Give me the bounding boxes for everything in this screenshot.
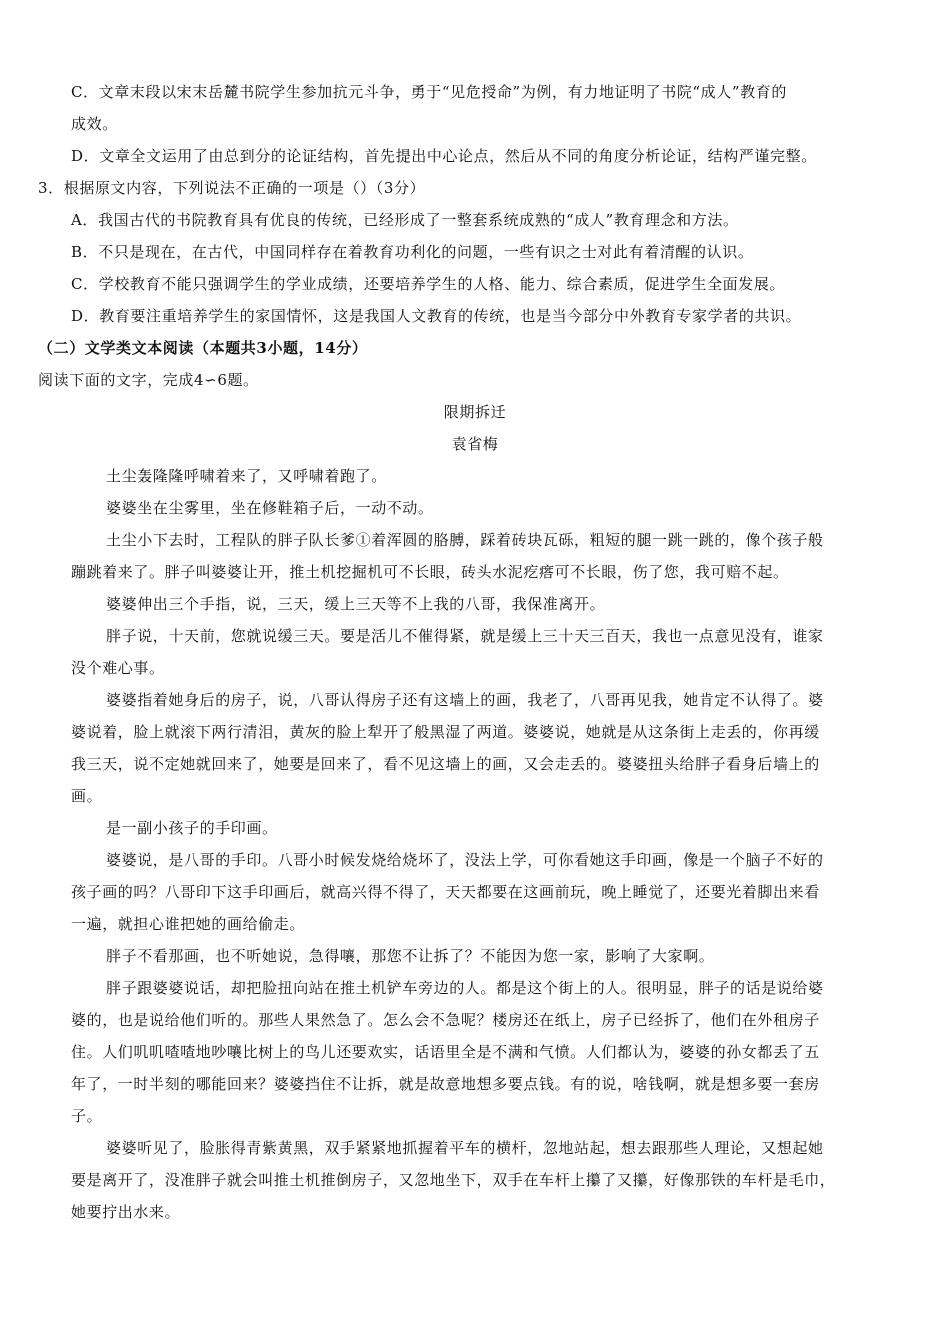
story-line: 她要拧出水来。 xyxy=(71,1203,181,1221)
section-heading: （二）文学类文本阅读（本题共3小题，14分） xyxy=(38,339,368,357)
story-line: 年了，一时半刻的哪能回来？婆婆挡住不让拆，就是故意地想多要点钱。有的说，啥钱啊，就是想多要一套房 xyxy=(71,1075,820,1093)
story-author: 袁省梅 xyxy=(451,435,499,453)
q3-stem: 3．根据原文内容，下列说法不正确的一项是（）（3分） xyxy=(38,179,426,197)
story-line: 一遍，就担心谁把她的画给偷走。 xyxy=(71,915,306,933)
q2-option-c-line1: C．文章末段以宋末岳麓书院学生参加抗元斗争，勇于“见危授命”为例，有力地证明了书院“成人”教育的 xyxy=(71,83,787,101)
story-line: 婆说着，脸上就滚下两行清泪，黄灰的脸上犁开了般黑湿了两道。婆婆说，她就是从这条街上走丢的，你再缓 xyxy=(71,723,820,741)
story-line: 胖子跟婆婆说话，却把脸扭向站在推土机铲车旁边的人。都是这个街上的人。很明显，胖子的话是说给婆 xyxy=(106,979,824,997)
story-line: 土尘小下去时，工程队的胖子队长爹①着浑圆的胳膊，踩着砖块瓦砾，粗短的腿一跳一跳的，像个孩子般 xyxy=(106,531,824,549)
q3-option-b: B．不只是现在，在古代，中国同样存在着教育功利化的问题，一些有识之士对此有着清醒的认识。 xyxy=(71,243,754,261)
story-line: 婆婆指着她身后的房子，说，八哥认得房子还有这墙上的画，我老了，八哥再见我，她肯定不认得了。婆 xyxy=(106,691,824,709)
story-line: 要是离开了，没准胖子就会叫推土机推倒房子，又忽地坐下，双手在车杆上攥了又攥，好像那铁的车杆是毛巾， xyxy=(71,1171,836,1189)
q2-option-c-line2: 成效。 xyxy=(71,115,118,133)
story-line: 胖子说，十天前，您就说缓三天。要是活儿不催得紧，就是缓上三十天三百天，我也一点意见没有，谁家 xyxy=(106,627,824,645)
story-line: 住。人们叽叽喳喳地吵嚷比树上的鸟儿还要欢实，话语里全是不满和气愤。人们都认为，婆婆的孙女都丢了五 xyxy=(71,1043,820,1061)
story-line: 我三天，说不定她就回来了，她要是回来了，看不见这墙上的画，又会走丢的。婆婆扭头给胖子看身后墙上的 xyxy=(71,755,820,773)
story-line: 没个难心事。 xyxy=(71,659,165,677)
story-line: 婆婆听见了，脸胀得青紫黄黑，双手紧紧地抓握着平车的横杆，忽地站起，想去跟那些人理论，又想起她 xyxy=(106,1139,824,1157)
q3-option-d: D．教育要注重培养学生的家国情怀，这是我国人文教育的传统，也是当今部分中外教育专家学者的共识。 xyxy=(71,307,802,325)
section-instruction: 阅读下面的文字，完成4∽6题。 xyxy=(38,371,259,389)
story-line: 蹦跳着来了。胖子叫婆婆让开，推土机挖掘机可不长眼，砖头水泥疙瘩可不长眼，伤了您，我可赔不起。 xyxy=(71,563,789,581)
story-title: 限期拆迁 xyxy=(443,403,507,421)
story-line: 婆婆坐在尘雾里，坐在修鞋箱子后，一动不动。 xyxy=(106,499,434,517)
q3-option-c: C．学校教育不能只强调学生的学业成绩，还要培养学生的人格、能力、综合素质，促进学生全面发展。 xyxy=(71,275,786,293)
story-line: 婆婆伸出三个手指，说，三天，缓上三天等不上我的八哥，我保准离开。 xyxy=(106,595,606,613)
q2-option-d: D．文章全文运用了由总到分的论证结构，首先提出中心论点，然后从不同的角度分析论证，结构严谨完整。 xyxy=(71,147,817,165)
story-line: 胖子不看那画，也不听她说，急得嚷，那您不让拆了？不能因为您一家，影响了大家啊。 xyxy=(106,947,715,965)
story-line: 婆的，也是说给他们听的。那些人果然急了。怎么会不急呢？楼房还在纸上，房子已经拆了，他们在外租房子 xyxy=(71,1011,820,1029)
story-line: 画。 xyxy=(71,787,103,805)
story-line: 是一副小孩子的手印画。 xyxy=(106,819,278,837)
story-line: 土尘轰隆隆呼啸着来了，又呼啸着跑了。 xyxy=(106,467,387,485)
story-line: 婆婆说，是八哥的手印。八哥小时候发烧给烧坏了，没法上学，可你看她这手印画，像是一个脑子不好的 xyxy=(106,851,824,869)
q3-option-a: A．我国古代的书院教育具有优良的传统，已经形成了一整套系统成熟的“成人”教育理念和方法。 xyxy=(71,211,739,229)
story-line: 子。 xyxy=(71,1107,103,1125)
story-line: 孩子画的吗？八哥印下这手印画后，就高兴得不得了，天天都要在这画前玩，晚上睡觉了，还要光着脚出来看 xyxy=(71,883,820,901)
